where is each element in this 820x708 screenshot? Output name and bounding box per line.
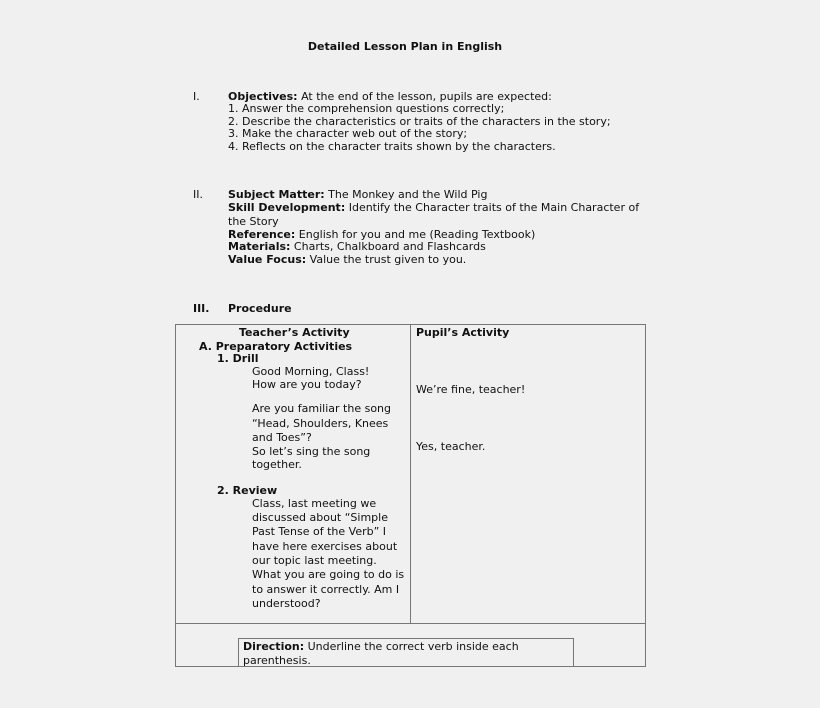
column-divider	[410, 324, 411, 623]
preparatory-activities-heading: A. Preparatory Activities	[199, 340, 353, 353]
objective-item: 3. Make the character web out of the story;	[228, 127, 468, 140]
teacher-line: together.	[252, 458, 302, 471]
teacher-line: So let’s sing the song	[252, 445, 371, 458]
direction-text: Underline the correct verb inside each	[304, 640, 519, 653]
objective-item: 2. Describe the characteristics or traits of the characters in the story;	[228, 115, 611, 128]
direction-continuation: parenthesis.	[243, 654, 311, 667]
subject-matter-line	[228, 188, 487, 201]
objective-item: 4. Reflects on the character traits shown by the characters.	[228, 140, 556, 153]
subject-matter-value: The Monkey and the Wild Pig	[324, 188, 488, 201]
pupil-reply: We’re fine, teacher!	[416, 383, 526, 396]
teacher-line: and Toes”?	[252, 431, 312, 444]
teacher-line: “Head, Shoulders, Knees	[252, 417, 389, 430]
skill-development-continuation: the Story	[228, 215, 279, 228]
teacher-line: understood?	[252, 597, 321, 610]
direction-line	[243, 640, 519, 653]
teacher-line: How are you today?	[252, 378, 362, 391]
teacher-line: discussed about “Simple	[252, 511, 388, 524]
row-divider	[175, 623, 646, 624]
skill-development-label: Skill Development:	[228, 201, 346, 214]
section-3-numeral: III.	[193, 302, 210, 315]
skill-development-line	[228, 201, 639, 214]
value-focus-line	[228, 253, 466, 266]
value-focus-label: Value Focus:	[228, 253, 307, 266]
reference-label: Reference:	[228, 228, 296, 241]
pupil-reply: Yes, teacher.	[416, 440, 486, 453]
teacher-line: Past Tense of the Verb” I	[252, 525, 387, 538]
materials-line	[228, 240, 486, 253]
reference-value: English for you and me (Reading Textbook)	[295, 228, 536, 241]
review-heading: 2. Review	[217, 484, 278, 497]
teacher-line: Are you familiar the song	[252, 402, 391, 415]
drill-heading: 1. Drill	[217, 352, 259, 365]
objective-item: 1. Answer the comprehension questions correctly;	[228, 102, 505, 115]
direction-label: Direction:	[243, 640, 305, 653]
value-focus-value: Value the trust given to you.	[306, 253, 467, 266]
subject-matter-label: Subject Matter:	[228, 188, 325, 201]
teacher-line: Class, last meeting we	[252, 497, 377, 510]
document-title: Detailed Lesson Plan in English	[307, 40, 503, 53]
teacher-line: have here exercises about	[252, 540, 398, 553]
section-1-numeral: I.	[193, 90, 200, 103]
teacher-line: our topic last meeting.	[252, 554, 377, 567]
teacher-line: What you are going to do is	[252, 568, 405, 581]
section-2-numeral: II.	[193, 188, 203, 201]
materials-label: Materials:	[228, 240, 291, 253]
teacher-line: to answer it correctly. Am I	[252, 583, 400, 596]
skill-development-value: Identify the Character traits of the Main Character of	[345, 201, 640, 214]
procedure-heading: Procedure	[228, 302, 292, 315]
objectives-intro: At the end of the lesson, pupils are expected:	[297, 90, 552, 103]
pupil-activity-header: Pupil’s Activity	[416, 326, 510, 339]
teacher-activity-header: Teacher’s Activity	[239, 326, 350, 339]
materials-value: Charts, Chalkboard and Flashcards	[290, 240, 486, 253]
objectives-label: Objectives:	[228, 90, 298, 103]
teacher-line: Good Morning, Class!	[252, 365, 370, 378]
